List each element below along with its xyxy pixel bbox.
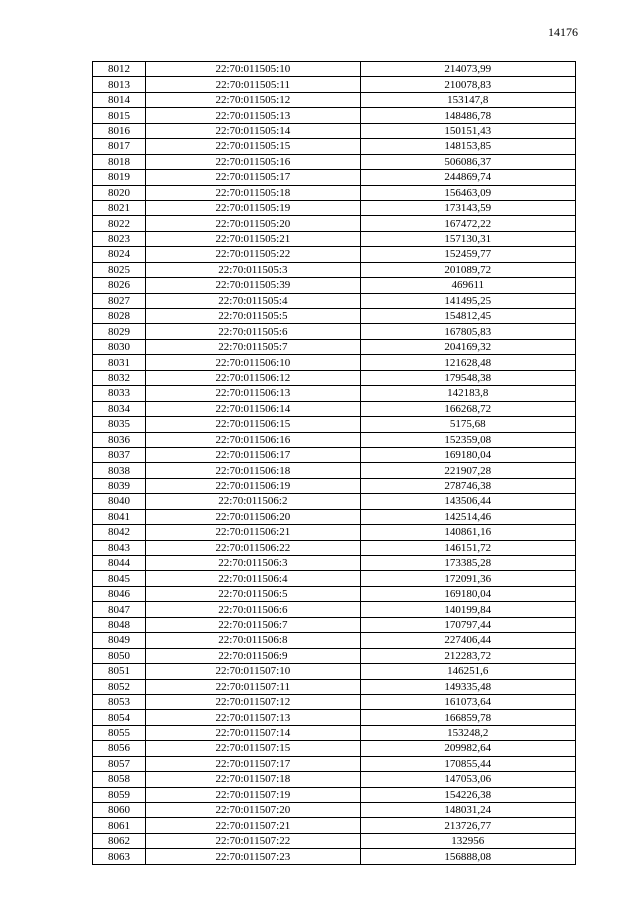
row-number-cell: 8027 xyxy=(93,293,146,308)
row-number-cell: 8057 xyxy=(93,756,146,771)
table-row xyxy=(93,309,576,324)
value-cell: 121628,48 xyxy=(360,355,575,370)
table-row xyxy=(93,602,576,617)
value-cell: 156463,09 xyxy=(360,185,575,200)
row-number-cell: 8019 xyxy=(93,170,146,185)
table-row xyxy=(93,92,576,107)
cadastral-number-cell: 22:70:011506:17 xyxy=(146,447,360,462)
cadastral-number-cell: 22:70:011506:2 xyxy=(146,494,360,509)
value-cell: 161073,64 xyxy=(360,694,575,709)
cadastral-number-cell: 22:70:011505:22 xyxy=(146,247,360,262)
cadastral-number-cell: 22:70:011506:7 xyxy=(146,617,360,632)
row-number-cell: 8051 xyxy=(93,664,146,679)
value-cell: 213726,77 xyxy=(360,818,575,833)
table-row xyxy=(93,633,576,648)
cadastral-number-cell: 22:70:011505:10 xyxy=(146,62,360,77)
row-number-cell: 8029 xyxy=(93,324,146,339)
row-number-cell: 8045 xyxy=(93,571,146,586)
cadastral-number-cell: 22:70:011505:7 xyxy=(146,339,360,354)
value-cell: 179548,38 xyxy=(360,370,575,385)
table-body xyxy=(93,62,576,865)
table-row xyxy=(93,170,576,185)
value-cell: 469611 xyxy=(360,278,575,293)
cadastral-number-cell: 22:70:011506:22 xyxy=(146,540,360,555)
value-cell: 142514,46 xyxy=(360,509,575,524)
cadastral-number-cell: 22:70:011505:21 xyxy=(146,231,360,246)
value-cell: 142183,8 xyxy=(360,386,575,401)
cadastral-number-cell: 22:70:011507:22 xyxy=(146,833,360,848)
row-number-cell: 8055 xyxy=(93,725,146,740)
table-row xyxy=(93,478,576,493)
value-cell: 221907,28 xyxy=(360,463,575,478)
table-row xyxy=(93,432,576,447)
value-cell: 173143,59 xyxy=(360,200,575,215)
table-row xyxy=(93,62,576,77)
cadastral-number-cell: 22:70:011505:5 xyxy=(146,309,360,324)
value-cell: 170855,44 xyxy=(360,756,575,771)
value-cell: 167805,83 xyxy=(360,324,575,339)
value-cell: 244869,74 xyxy=(360,170,575,185)
row-number-cell: 8036 xyxy=(93,432,146,447)
row-number-cell: 8063 xyxy=(93,849,146,864)
cadastral-number-cell: 22:70:011505:20 xyxy=(146,216,360,231)
table-row xyxy=(93,77,576,92)
row-number-cell: 8013 xyxy=(93,77,146,92)
cadastral-number-cell: 22:70:011506:18 xyxy=(146,463,360,478)
row-number-cell: 8030 xyxy=(93,339,146,354)
value-cell: 147053,06 xyxy=(360,772,575,787)
cadastral-number-cell: 22:70:011505:14 xyxy=(146,123,360,138)
table-row xyxy=(93,417,576,432)
row-number-cell: 8054 xyxy=(93,710,146,725)
table-row xyxy=(93,710,576,725)
table-row xyxy=(93,200,576,215)
cadastral-number-cell: 22:70:011506:9 xyxy=(146,648,360,663)
row-number-cell: 8044 xyxy=(93,556,146,571)
table-row xyxy=(93,339,576,354)
value-cell: 227406,44 xyxy=(360,633,575,648)
cadastral-number-cell: 22:70:011505:39 xyxy=(146,278,360,293)
table-row xyxy=(93,108,576,123)
value-cell: 148153,85 xyxy=(360,139,575,154)
value-cell: 506086,37 xyxy=(360,154,575,169)
table-row xyxy=(93,772,576,787)
row-number-cell: 8012 xyxy=(93,62,146,77)
row-number-cell: 8034 xyxy=(93,401,146,416)
cadastral-number-cell: 22:70:011506:13 xyxy=(146,386,360,401)
cadastral-number-cell: 22:70:011507:13 xyxy=(146,710,360,725)
value-cell: 141495,25 xyxy=(360,293,575,308)
cadastral-number-cell: 22:70:011506:8 xyxy=(146,633,360,648)
value-cell: 201089,72 xyxy=(360,262,575,277)
table-row xyxy=(93,525,576,540)
value-cell: 166268,72 xyxy=(360,401,575,416)
cadastral-number-cell: 22:70:011506:12 xyxy=(146,370,360,385)
row-number-cell: 8053 xyxy=(93,694,146,709)
cadastral-number-cell: 22:70:011507:23 xyxy=(146,849,360,864)
data-table xyxy=(92,61,576,865)
table-row xyxy=(93,463,576,478)
table-row xyxy=(93,123,576,138)
value-cell: 152459,77 xyxy=(360,247,575,262)
table-row xyxy=(93,401,576,416)
cadastral-number-cell: 22:70:011506:10 xyxy=(146,355,360,370)
value-cell: 132956 xyxy=(360,833,575,848)
cadastral-number-cell: 22:70:011507:21 xyxy=(146,818,360,833)
table-row xyxy=(93,324,576,339)
row-number-cell: 8046 xyxy=(93,586,146,601)
cadastral-number-cell: 22:70:011506:6 xyxy=(146,602,360,617)
table-row xyxy=(93,247,576,262)
row-number-cell: 8024 xyxy=(93,247,146,262)
row-number-cell: 8039 xyxy=(93,478,146,493)
row-number-cell: 8020 xyxy=(93,185,146,200)
cadastral-number-cell: 22:70:011507:15 xyxy=(146,741,360,756)
value-cell: 5175,68 xyxy=(360,417,575,432)
row-number-cell: 8022 xyxy=(93,216,146,231)
row-number-cell: 8037 xyxy=(93,447,146,462)
table-row xyxy=(93,540,576,555)
row-number-cell: 8062 xyxy=(93,833,146,848)
row-number-cell: 8015 xyxy=(93,108,146,123)
cadastral-number-cell: 22:70:011505:3 xyxy=(146,262,360,277)
table-row xyxy=(93,231,576,246)
table-row xyxy=(93,694,576,709)
row-number-cell: 8018 xyxy=(93,154,146,169)
table-row xyxy=(93,278,576,293)
row-number-cell: 8026 xyxy=(93,278,146,293)
value-cell: 156888,08 xyxy=(360,849,575,864)
value-cell: 166859,78 xyxy=(360,710,575,725)
cadastral-number-cell: 22:70:011507:19 xyxy=(146,787,360,802)
value-cell: 157130,31 xyxy=(360,231,575,246)
row-number-cell: 8047 xyxy=(93,602,146,617)
row-number-cell: 8056 xyxy=(93,741,146,756)
row-number-cell: 8031 xyxy=(93,355,146,370)
table-row xyxy=(93,494,576,509)
value-cell: 173385,28 xyxy=(360,556,575,571)
table-row xyxy=(93,262,576,277)
row-number-cell: 8052 xyxy=(93,679,146,694)
value-cell: 169180,04 xyxy=(360,586,575,601)
value-cell: 140199,84 xyxy=(360,602,575,617)
cadastral-number-cell: 22:70:011505:16 xyxy=(146,154,360,169)
row-number-cell: 8025 xyxy=(93,262,146,277)
table-row xyxy=(93,849,576,864)
value-cell: 146251,6 xyxy=(360,664,575,679)
table-row xyxy=(93,139,576,154)
cadastral-number-cell: 22:70:011506:4 xyxy=(146,571,360,586)
value-cell: 152359,08 xyxy=(360,432,575,447)
row-number-cell: 8016 xyxy=(93,123,146,138)
value-cell: 148031,24 xyxy=(360,803,575,818)
row-number-cell: 8033 xyxy=(93,386,146,401)
row-number-cell: 8059 xyxy=(93,787,146,802)
table-row xyxy=(93,154,576,169)
table-row xyxy=(93,216,576,231)
value-cell: 167472,22 xyxy=(360,216,575,231)
table-row xyxy=(93,741,576,756)
value-cell: 214073,99 xyxy=(360,62,575,77)
table-row xyxy=(93,571,576,586)
cadastral-number-cell: 22:70:011506:5 xyxy=(146,586,360,601)
cadastral-number-cell: 22:70:011506:14 xyxy=(146,401,360,416)
row-number-cell: 8049 xyxy=(93,633,146,648)
row-number-cell: 8028 xyxy=(93,309,146,324)
table-row xyxy=(93,509,576,524)
value-cell: 278746,38 xyxy=(360,478,575,493)
table-row xyxy=(93,725,576,740)
value-cell: 150151,43 xyxy=(360,123,575,138)
cadastral-number-cell: 22:70:011505:4 xyxy=(146,293,360,308)
table-row xyxy=(93,648,576,663)
value-cell: 153147,8 xyxy=(360,92,575,107)
value-cell: 210078,83 xyxy=(360,77,575,92)
value-cell: 170797,44 xyxy=(360,617,575,632)
value-cell: 149335,48 xyxy=(360,679,575,694)
value-cell: 169180,04 xyxy=(360,447,575,462)
cadastral-number-cell: 22:70:011506:3 xyxy=(146,556,360,571)
row-number-cell: 8042 xyxy=(93,525,146,540)
cadastral-number-cell: 22:70:011506:21 xyxy=(146,525,360,540)
row-number-cell: 8023 xyxy=(93,231,146,246)
row-number-cell: 8017 xyxy=(93,139,146,154)
cadastral-number-cell: 22:70:011505:19 xyxy=(146,200,360,215)
table-row xyxy=(93,293,576,308)
table-row xyxy=(93,586,576,601)
value-cell: 154812,45 xyxy=(360,309,575,324)
row-number-cell: 8035 xyxy=(93,417,146,432)
cadastral-number-cell: 22:70:011506:16 xyxy=(146,432,360,447)
table-row xyxy=(93,664,576,679)
cadastral-number-cell: 22:70:011505:15 xyxy=(146,139,360,154)
row-number-cell: 8058 xyxy=(93,772,146,787)
table-row xyxy=(93,556,576,571)
value-cell: 140861,16 xyxy=(360,525,575,540)
cadastral-number-cell: 22:70:011507:12 xyxy=(146,694,360,709)
cadastral-number-cell: 22:70:011506:20 xyxy=(146,509,360,524)
cadastral-number-cell: 22:70:011507:18 xyxy=(146,772,360,787)
row-number-cell: 8061 xyxy=(93,818,146,833)
row-number-cell: 8048 xyxy=(93,617,146,632)
cadastral-number-cell: 22:70:011505:6 xyxy=(146,324,360,339)
cadastral-number-cell: 22:70:011507:17 xyxy=(146,756,360,771)
value-cell: 146151,72 xyxy=(360,540,575,555)
table-row xyxy=(93,787,576,802)
row-number-cell: 8032 xyxy=(93,370,146,385)
value-cell: 209982,64 xyxy=(360,741,575,756)
row-number-cell: 8060 xyxy=(93,803,146,818)
value-cell: 143506,44 xyxy=(360,494,575,509)
table-row xyxy=(93,803,576,818)
value-cell: 153248,2 xyxy=(360,725,575,740)
row-number-cell: 8040 xyxy=(93,494,146,509)
cadastral-number-cell: 22:70:011507:10 xyxy=(146,664,360,679)
table-row xyxy=(93,617,576,632)
cadastral-number-cell: 22:70:011505:11 xyxy=(146,77,360,92)
value-cell: 148486,78 xyxy=(360,108,575,123)
cadastral-number-cell: 22:70:011507:11 xyxy=(146,679,360,694)
table-row xyxy=(93,833,576,848)
row-number-cell: 8038 xyxy=(93,463,146,478)
cadastral-number-cell: 22:70:011505:17 xyxy=(146,170,360,185)
row-number-cell: 8043 xyxy=(93,540,146,555)
row-number-cell: 8041 xyxy=(93,509,146,524)
table-row xyxy=(93,818,576,833)
row-number-cell: 8050 xyxy=(93,648,146,663)
page-number: 14176 xyxy=(548,25,578,39)
table-row xyxy=(93,355,576,370)
table-row xyxy=(93,679,576,694)
row-number-cell: 8014 xyxy=(93,92,146,107)
value-cell: 212283,72 xyxy=(360,648,575,663)
value-cell: 172091,36 xyxy=(360,571,575,586)
table-row xyxy=(93,370,576,385)
table-row xyxy=(93,447,576,462)
cadastral-number-cell: 22:70:011507:14 xyxy=(146,725,360,740)
cadastral-number-cell: 22:70:011505:18 xyxy=(146,185,360,200)
cadastral-number-cell: 22:70:011506:19 xyxy=(146,478,360,493)
table-row xyxy=(93,185,576,200)
cadastral-number-cell: 22:70:011506:15 xyxy=(146,417,360,432)
cadastral-number-cell: 22:70:011505:13 xyxy=(146,108,360,123)
cadastral-number-cell: 22:70:011507:20 xyxy=(146,803,360,818)
value-cell: 204169,32 xyxy=(360,339,575,354)
row-number-cell: 8021 xyxy=(93,200,146,215)
cadastral-number-cell: 22:70:011505:12 xyxy=(146,92,360,107)
table-row xyxy=(93,756,576,771)
table-row xyxy=(93,386,576,401)
value-cell: 154226,38 xyxy=(360,787,575,802)
